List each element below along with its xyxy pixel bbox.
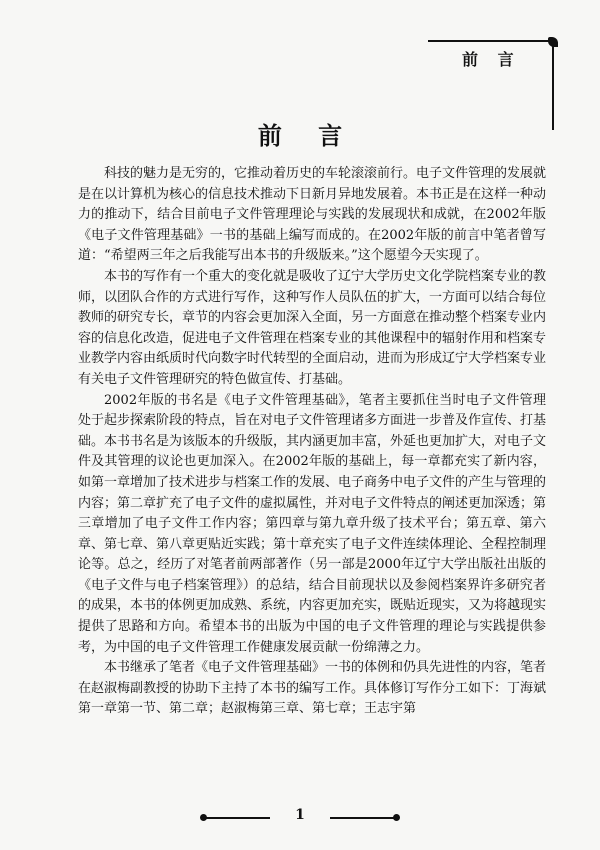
page-number: 1 (295, 807, 305, 823)
paragraph: 2002年版的书名是《电子文件管理基础》，笔者主要抓住当时电子文件管理处于起步探索阶段的特点，旨在对电子文件管理诸多方面进一步普及作宣传、打基础。本书书名是为该版本的升级版，其内涵更加丰富，外延也更加扩大，对电子文件及其管理的议论也更加深入。在2002年版的基础上，每一章都充实了新内容，如第一章增加了技术进步与档案工作的发展、电子商务中电子文件的产生与管理的内容；第二章扩充了电子文件的虚拟属性，并对电子文件特点的阐述更加深透；第三章增加了电子文件工作内容；第四章与第九章升级了技术平台；第五章、第六章、第七章、第八章更贴近实践；第十章充实了电子文件连续体理论、全程控制理论等。总之，经历了对笔者前两部著作（另一部是2000年辽宁大学出版社出版的《电子文件与电子档案管理》）的总结，结合目前现状以及参阅档案界许多研究者的成果，本书的体例更加成熟、系统，内容更加充实，既贴近现实，又为将越现实提供了思路和方向。希望本书的出版为中国的电子文件管理的理论与实践提供参考，为中国的电子文件管理工作健康发展贡献一份绵薄之力。 (78, 392, 547, 655)
paragraph: 科技的魅力是无穷的，它推动着历史的车轮滚滚前行。电子文件管理的发展就是在以计算机为核心的信息技术推动下日新月异地发展着。本书正是在这样一种动力的推动下，结合目前电子文件管理理论与实践的发展现状和成就，在2002年版《电子文件管理基础》一书的基础上编写而成的。在2002年版的前言中笔者曾写道：“希望两三年之后我能写出本书的升级版来。”这个愿望今天实现了。 (78, 166, 547, 264)
footer-right-dot (393, 814, 400, 821)
page-footer (200, 806, 400, 826)
running-header (428, 40, 554, 74)
paragraph: 本书继承了笔者《电子文件管理基础》一书的体例和仍具先进性的内容，笔者在赵淑梅副教授的协助下主持了本书的编写工作。具体修订写作分工如下：丁海斌第一章第一节、第二章；赵淑梅第三章、第七章；王志宇第 (78, 660, 547, 717)
header-rule (428, 40, 554, 42)
paragraph: 本书的写作有一个重大的变化就是吸收了辽宁大学历史文化学院档案专业的教师，以团队合作的方式进行写作，这种写作人员队伍的扩大，一方面可以结合每位教师的研究专长，章节的内容会更加深入全面，另一方面意在推动整个档案专业内容的信息化改造，促进电子文件管理在档案专业的其他课程中的辐射作用和档案专业教学内容由纸质时代向数字时代转型的全面启动，进而为形成辽宁大学档案专业有关电子文件管理研究的特色做宣传、打基础。 (78, 268, 547, 387)
footer-right-rule (330, 817, 396, 819)
page-title: 前 言 (257, 121, 357, 150)
body-text (78, 164, 546, 720)
running-header-title: 前 言 (462, 50, 521, 69)
